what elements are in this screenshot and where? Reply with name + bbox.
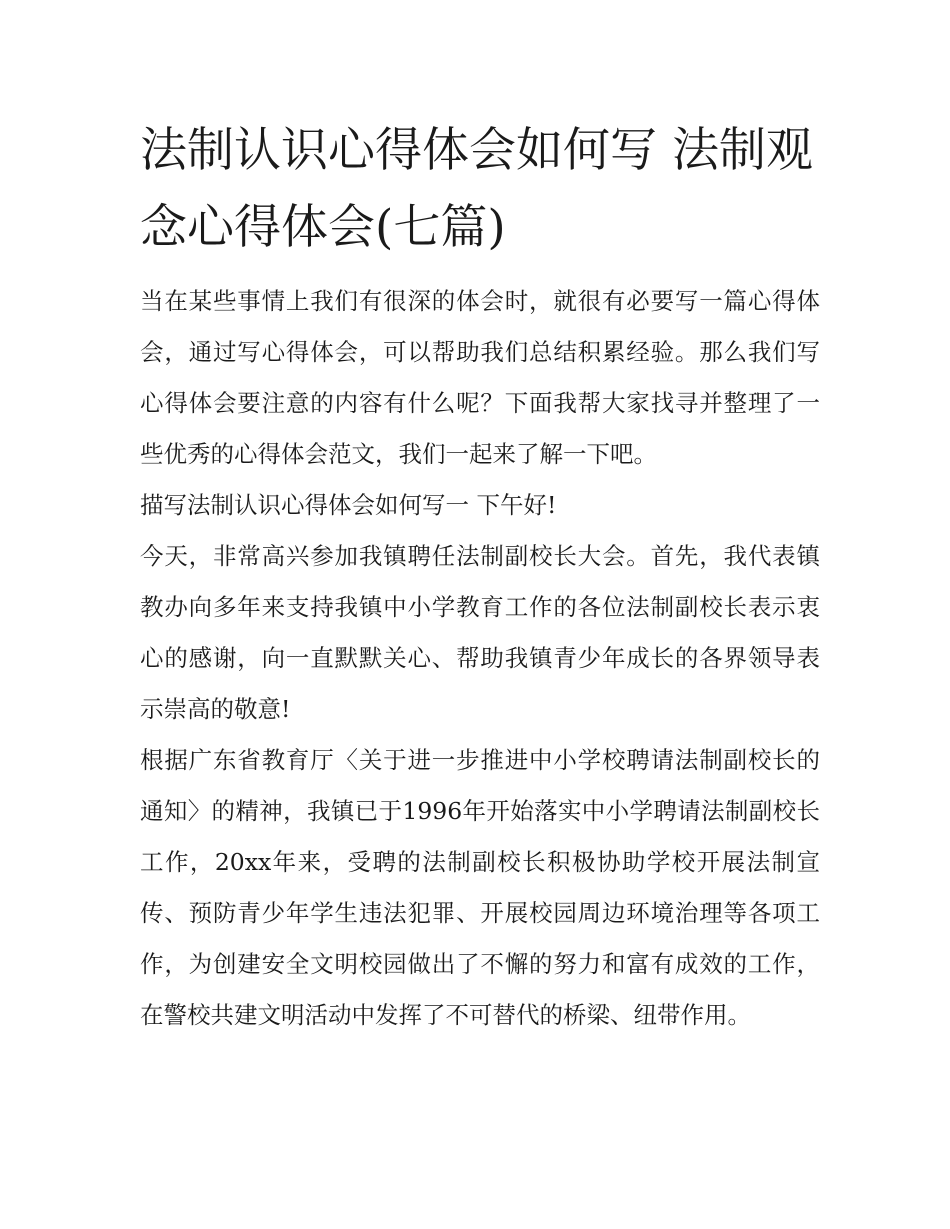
body-paragraph: 根据广东省教育厅〈关于进一步推进中小学校聘请法制副校长的通知〉的精神，我镇已于1996年开始落实中小学聘请法制副校长工作，20xx年来，受聘的法制副校长积极协助学校开展法制宣传、预防青少年学生违法犯罪、开展校园周边环境治理等各项工作，为创建安全文明校园做出了不懈的努力和富有成效的工作，在警校共建文明活动中发挥了不可替代的桥梁、纽带作用。 [140,746,820,1029]
body-paragraph: 今天，非常高兴参加我镇聘任法制副校长大会。首先，我代表镇教办向多年来支持我镇中小学教育工作的各位法制副校长表示衷心的感谢，向一直默默关心、帮助我镇青少年成长的各界领导表示崇高的敬意! [140,542,820,723]
document-title: 法制认识心得体会如何写 法制观念心得体会(七篇) [140,123,813,255]
intro-paragraph: 当在某些事情上我们有很深的体会时，就很有必要写一篇心得体会，通过写心得体会，可以帮助我们总结积累经验。那么我们写心得体会要注意的内容有什么呢？下面我帮大家找寻并整理了一些优秀的心得体会范文，我们一起来了解一下吧。 [140,287,820,468]
document-body [140,276,820,1041]
section-heading-paragraph: 描写法制认识心得体会如何写一 下午好! [140,491,557,519]
